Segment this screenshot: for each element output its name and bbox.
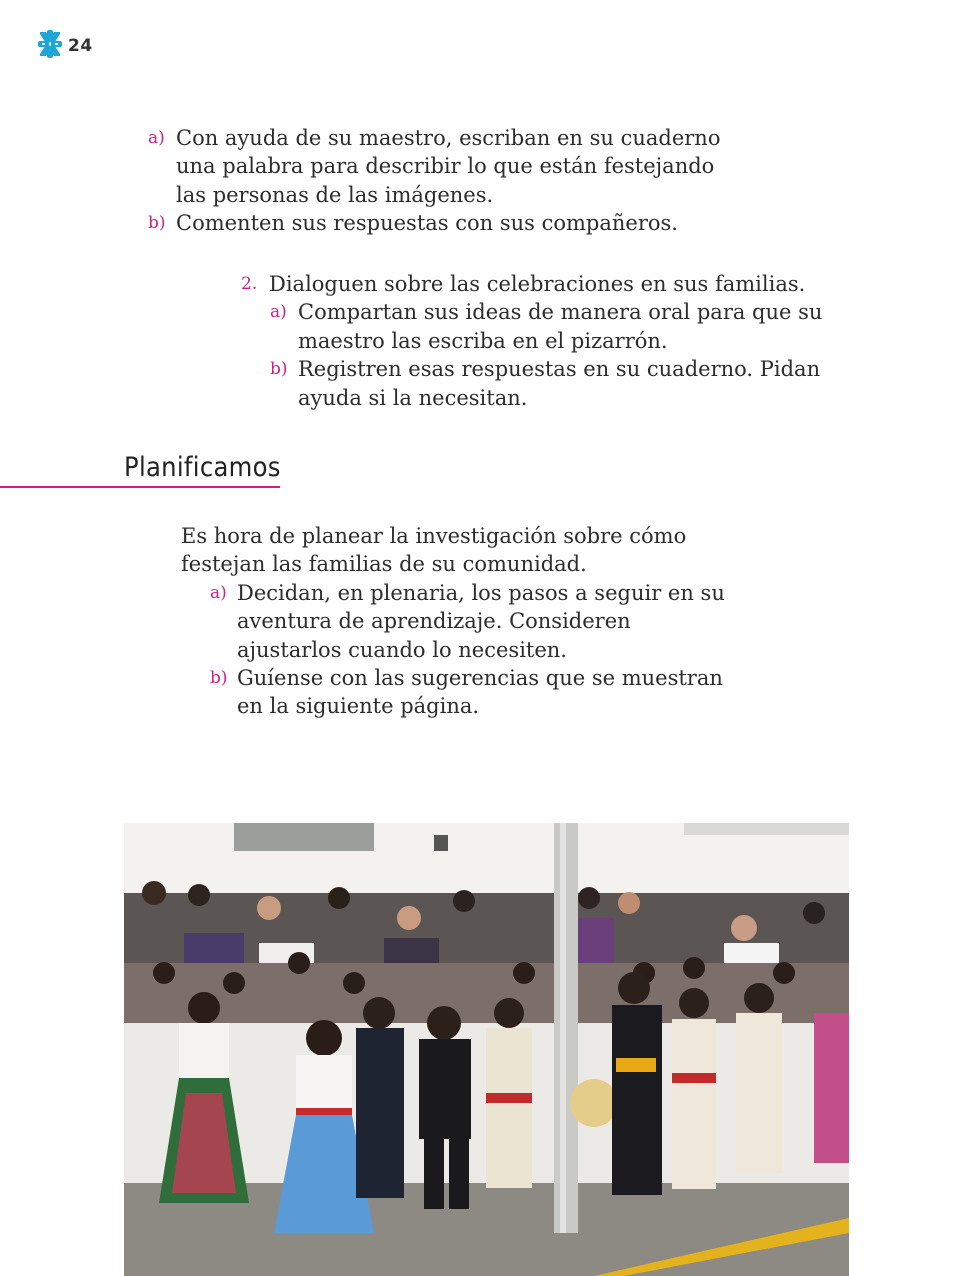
list-marker: b) <box>270 359 288 380</box>
list-item-text: Con ayuda de su maestro, escriban en su cuaderno una palabra para describir lo que están festejando las personas de las imágenes. <box>176 126 721 207</box>
list-marker: b) <box>210 668 228 689</box>
section-heading: Planificamos <box>124 452 281 483</box>
celebration-photo <box>124 823 849 1276</box>
list-item <box>148 209 748 237</box>
list-item <box>270 355 841 412</box>
list-item-text: Decidan, en plenaria, los pasos a seguir en su aventura de aprendizaje. Consideren ajustarlos cuando lo necesiten. <box>237 580 725 662</box>
list-item <box>210 579 741 664</box>
list-item-text: Comenten sus respuestas con sus compañeros. <box>176 211 678 236</box>
list-marker: b) <box>148 213 166 234</box>
intro-paragraph: Es hora de planear la investigación sobre cómo festejan las familias de su comunidad. <box>181 524 687 577</box>
list-item <box>210 664 741 721</box>
numbered-item-text: Dialoguen sobre las celebraciones en sus familias. <box>269 272 806 296</box>
list-item-text: Registren esas respuestas en su cuaderno. Pidan ayuda si la necesitan. <box>298 357 821 410</box>
page-number: 24 <box>68 36 93 56</box>
heading-underline <box>0 486 280 488</box>
activity-2 <box>241 270 841 412</box>
number-marker: 2. <box>241 274 258 294</box>
list-marker: a) <box>210 582 227 603</box>
page-header <box>38 30 93 62</box>
list-item <box>148 124 748 209</box>
planning-block <box>181 522 741 721</box>
list-item <box>270 298 841 355</box>
numbered-item <box>241 270 841 298</box>
list-item-text: Compartan sus ideas de manera oral para que su maestro las escriba en el pizarrón. <box>298 300 823 353</box>
list-item-text: Guíense con las sugerencias que se muestran en la siguiente página. <box>237 666 723 719</box>
activity-list-1 <box>148 124 748 238</box>
list-marker: a) <box>270 302 287 323</box>
list-marker: a) <box>148 128 165 148</box>
cross-knot-icon <box>38 30 62 62</box>
